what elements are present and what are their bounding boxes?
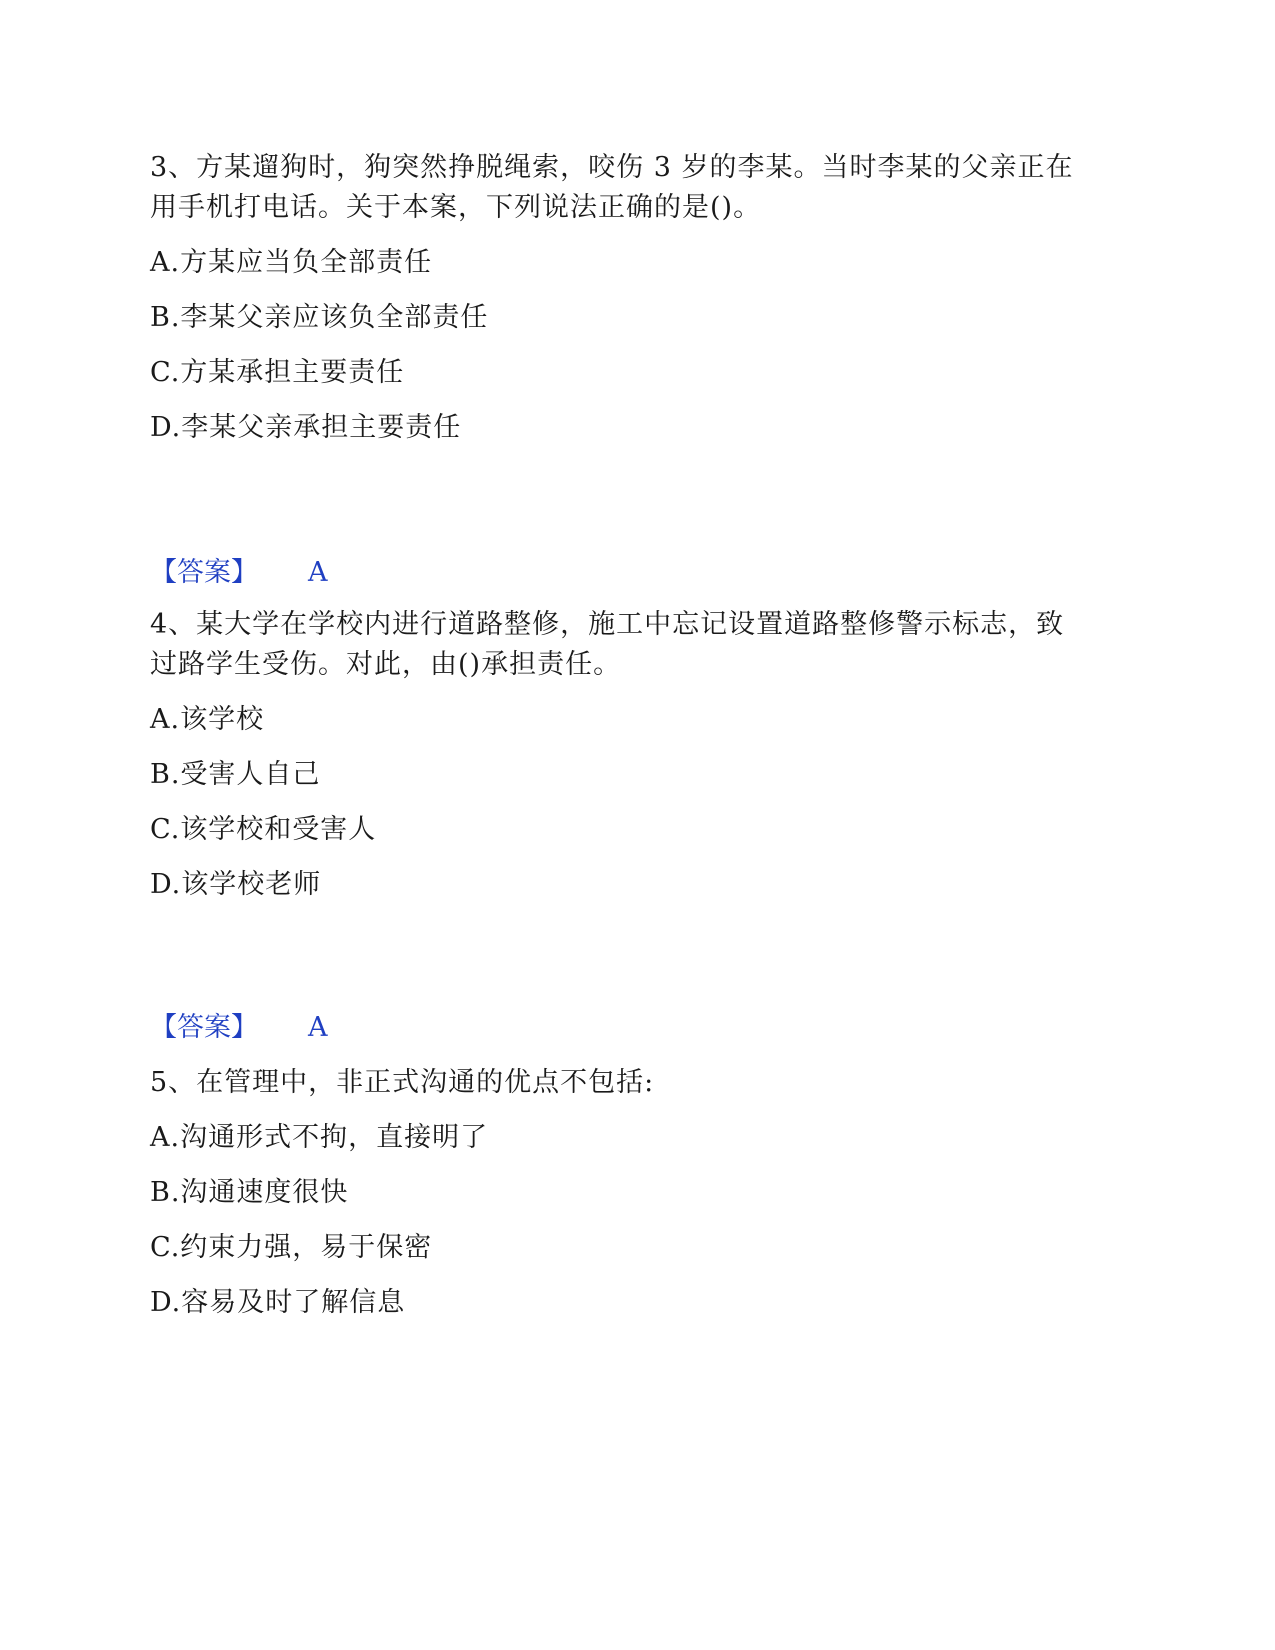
question-3-option-a: A.方某应当负全部责任 (150, 247, 433, 278)
question-4-stem-line-1: 4、某大学在学校内进行道路整修，施工中忘记设置道路整修警示标志，致 (150, 609, 1065, 640)
question-5-option-c: C.约束力强，易于保密 (150, 1232, 433, 1263)
question-3-option-b: B.李某父亲应该负全部责任 (150, 302, 489, 333)
question-3-stem-line-1: 3、方某遛狗时，狗突然挣脱绳索，咬伤 3 岁的李某。当时李某的父亲正在 (150, 152, 1074, 183)
question-4-answer-value: A (308, 1012, 328, 1043)
question-5-option-b: B.沟通速度很快 (150, 1177, 349, 1208)
question-5-stem-line-1: 5、在管理中，非正式沟通的优点不包括: (150, 1067, 655, 1098)
question-4-answer-label: 【答案】 (150, 1012, 258, 1043)
question-5-option-d: D.容易及时了解信息 (150, 1287, 406, 1318)
question-5-option-a: A.沟通形式不拘，直接明了 (150, 1122, 489, 1153)
question-4-stem-line-2: 过路学生受伤。对此，由()承担责任。 (150, 649, 622, 680)
question-4-option-a: A.该学校 (150, 704, 265, 735)
question-3-answer-value: A (308, 557, 328, 588)
question-3-option-d: D.李某父亲承担主要责任 (150, 412, 462, 443)
question-3-stem-line-2: 用手机打电话。关于本案，下列说法正确的是()。 (150, 192, 762, 223)
question-3-option-c: C.方某承担主要责任 (150, 357, 405, 388)
question-4-option-d: D.该学校老师 (150, 869, 322, 900)
question-3-answer-label: 【答案】 (150, 557, 258, 588)
question-4-option-b: B.受害人自己 (150, 759, 321, 790)
question-4-option-c: C.该学校和受害人 (150, 814, 377, 845)
